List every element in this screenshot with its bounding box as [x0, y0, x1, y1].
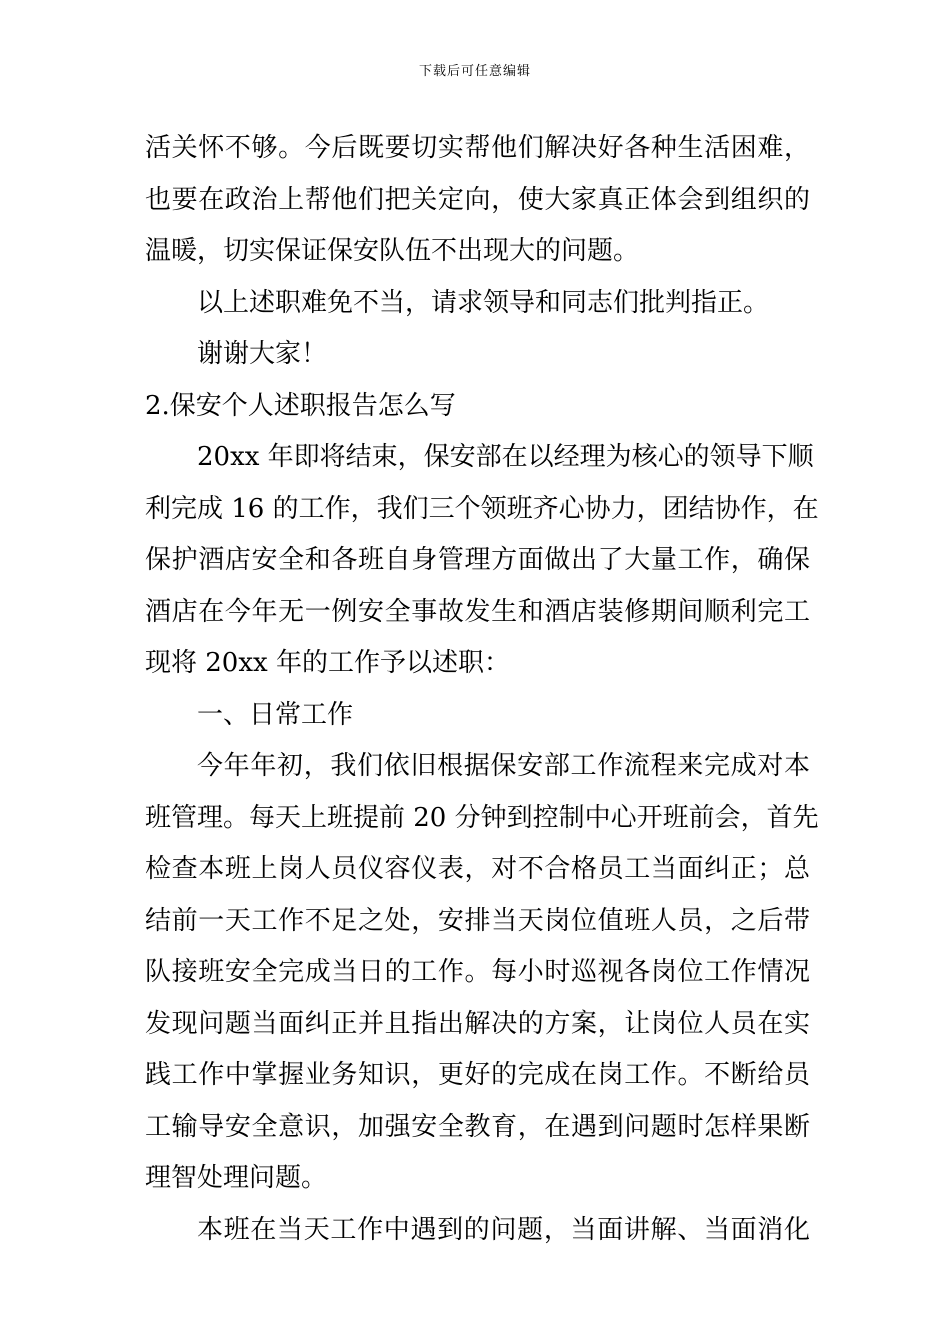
- text-line: 队接班安全完成当日的工作。每小时巡视各岗位工作情况: [145, 957, 810, 987]
- text-line: 班管理。每天上班提前 20 分钟到控制中心开班前会，首先: [145, 802, 819, 833]
- text-line: 20xx 年即将结束，保安部在以经理为核心的领导下顺: [197, 442, 814, 472]
- text-line: 结前一天工作不足之处，安排当天岗位值班人员，之后带: [145, 905, 810, 936]
- text-line: 利完成 16 的工作，我们三个领班齐心协力，团结协作，在: [145, 493, 819, 524]
- text-line: 酒店在今年无一例安全事故发生和酒店装修期间顺利完工: [145, 596, 810, 627]
- text-line: 本班在当天工作中遇到的问题，当面讲解、当面消化: [197, 1214, 810, 1245]
- text-line: 理智处理问题。: [145, 1163, 328, 1193]
- document-body: [145, 128, 819, 1261]
- text-line: 今年年初，我们依旧根据保安部工作流程来完成对本: [197, 751, 810, 781]
- text-line: 检查本班上岗人员仪容仪表，对不合格员工当面纠正；总: [145, 854, 810, 884]
- text-line: 工输导安全意识，加强安全教育，在遇到问题时怎样果断: [145, 1111, 810, 1142]
- text-line: 活关怀不够。今后既要切实帮他们解决好各种生活困难，: [145, 133, 810, 163]
- text-line: 一、日常工作: [197, 699, 354, 730]
- text-line: 保护酒店安全和各班自身管理方面做出了大量工作，确保: [145, 545, 810, 575]
- text-line: 以上述职难免不当，请求领导和同志们批判指正。: [197, 287, 770, 318]
- text-line: 践工作中掌握业务知识，更好的完成在岗工作。不断给员: [145, 1060, 810, 1090]
- text-line: 谢谢大家！: [197, 339, 328, 369]
- text-line: 现将 20xx 年的工作予以述职：: [145, 648, 510, 678]
- text-line: 温暖，切实保证保安队伍不出现大的问题。: [145, 236, 640, 266]
- page-header: 下载后可任意编辑: [418, 64, 531, 79]
- text-line: 发现问题当面纠正并且指出解决的方案，让岗位人员在实: [145, 1008, 810, 1039]
- text-line: 也要在政治上帮他们把关定向，使大家真正体会到组织的: [145, 184, 810, 215]
- text-line: 2.保安个人述职报告怎么写: [145, 390, 456, 421]
